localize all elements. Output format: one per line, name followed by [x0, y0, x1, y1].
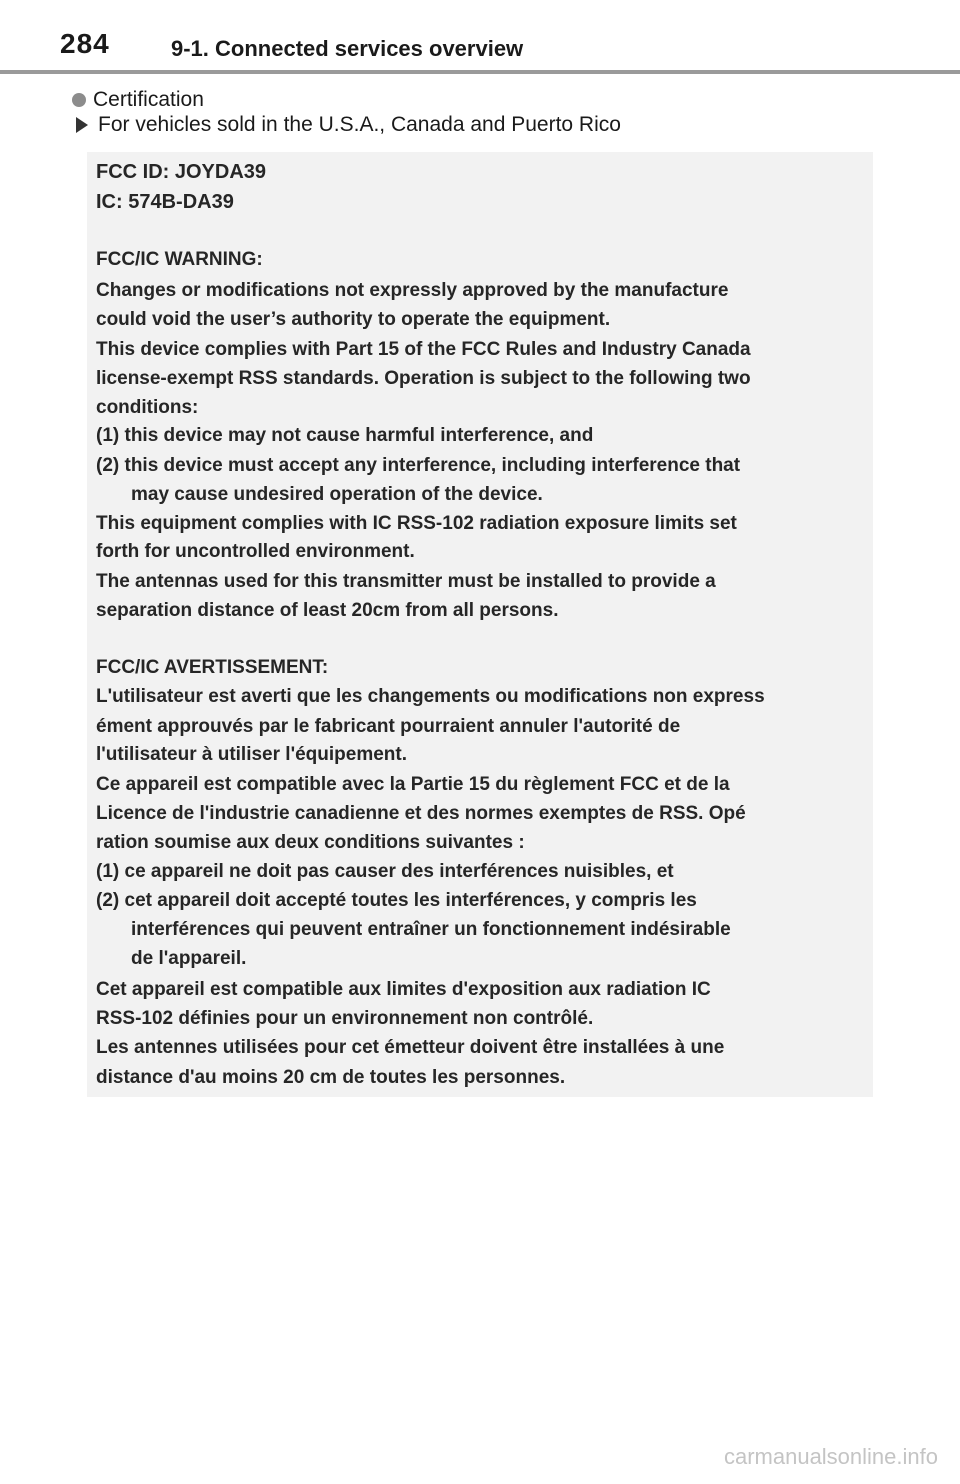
french-line: distance d'au moins 20 cm de toutes les personnes.: [96, 1067, 566, 1088]
french-heading: FCC/IC AVERTISSEMENT:: [96, 657, 329, 678]
triangle-arrow-icon: [76, 117, 88, 133]
french-line: (2) cet appareil doit accepté toutes les interférences, y compris les: [96, 890, 697, 911]
section-title: 9-1. Connected services overview: [171, 36, 524, 61]
warning-line: (1) this device may not cause harmful interference, and: [96, 425, 594, 446]
page-number: 284: [60, 28, 110, 59]
fcc-id: FCC ID: JOYDA39: [96, 161, 267, 183]
warning-line: forth for uncontrolled environment.: [96, 541, 415, 562]
warning-line: conditions:: [96, 397, 199, 418]
french-line: RSS-102 définies pour un environnement non contrôlé.: [96, 1008, 594, 1029]
french-line: L'utilisateur est averti que les changements ou modifications non express: [96, 686, 765, 707]
warning-line: license-exempt RSS standards. Operation is subject to the following two: [96, 368, 751, 389]
warning-line: This device complies with Part 15 of the FCC Rules and Industry Canada: [96, 339, 751, 360]
header-divider: [0, 70, 960, 74]
french-line: (1) ce appareil ne doit pas causer des interférences nuisibles, et: [96, 861, 674, 882]
sub-bullet-item: [76, 113, 621, 137]
bullet-text: Certification: [93, 88, 204, 111]
watermark: carmanualsonline.info: [723, 1444, 938, 1469]
page-header: [0, 0, 960, 74]
french-line: l'utilisateur à utiliser l'équipement.: [96, 744, 407, 765]
warning-line: (2) this device must accept any interference, including interference that: [96, 455, 741, 476]
french-line: ration soumise aux deux conditions suivantes :: [96, 832, 525, 853]
french-line: Cet appareil est compatible aux limites d'exposition aux radiation IC: [96, 979, 711, 1000]
french-line: Ce appareil est compatible avec la Partie 15 du règlement FCC et de la: [96, 774, 730, 795]
warning-line: could void the user’s authority to operate the equipment.: [96, 309, 611, 330]
warning-line: Changes or modifications not expressly approved by the manufacture: [96, 280, 729, 301]
sub-bullet-text: For vehicles sold in the U.S.A., Canada and Puerto Rico: [98, 113, 621, 136]
french-line: de l'appareil.: [131, 948, 247, 969]
warning-line: The antennas used for this transmitter must be installed to provide a: [96, 571, 716, 592]
ic-id: IC: 574B-DA39: [96, 191, 234, 213]
warning-line: This equipment complies with IC RSS-102 radiation exposure limits set: [96, 513, 737, 534]
bullet-dot-icon: [72, 93, 86, 107]
warning-line: separation distance of least 20cm from all persons.: [96, 600, 559, 621]
bullet-item: [72, 88, 204, 112]
french-line: ément approuvés par le fabricant pourraient annuler l'autorité de: [96, 716, 681, 737]
warning-heading: FCC/IC WARNING:: [96, 249, 263, 270]
french-line: interférences qui peuvent entraîner un fonctionnement indésirable: [131, 919, 731, 940]
french-line: Licence de l'industrie canadienne et des normes exemptes de RSS. Opé: [96, 803, 746, 824]
french-line: Les antennes utilisées pour cet émetteur doivent être installées à une: [96, 1037, 725, 1058]
warning-line: may cause undesired operation of the device.: [131, 484, 543, 505]
